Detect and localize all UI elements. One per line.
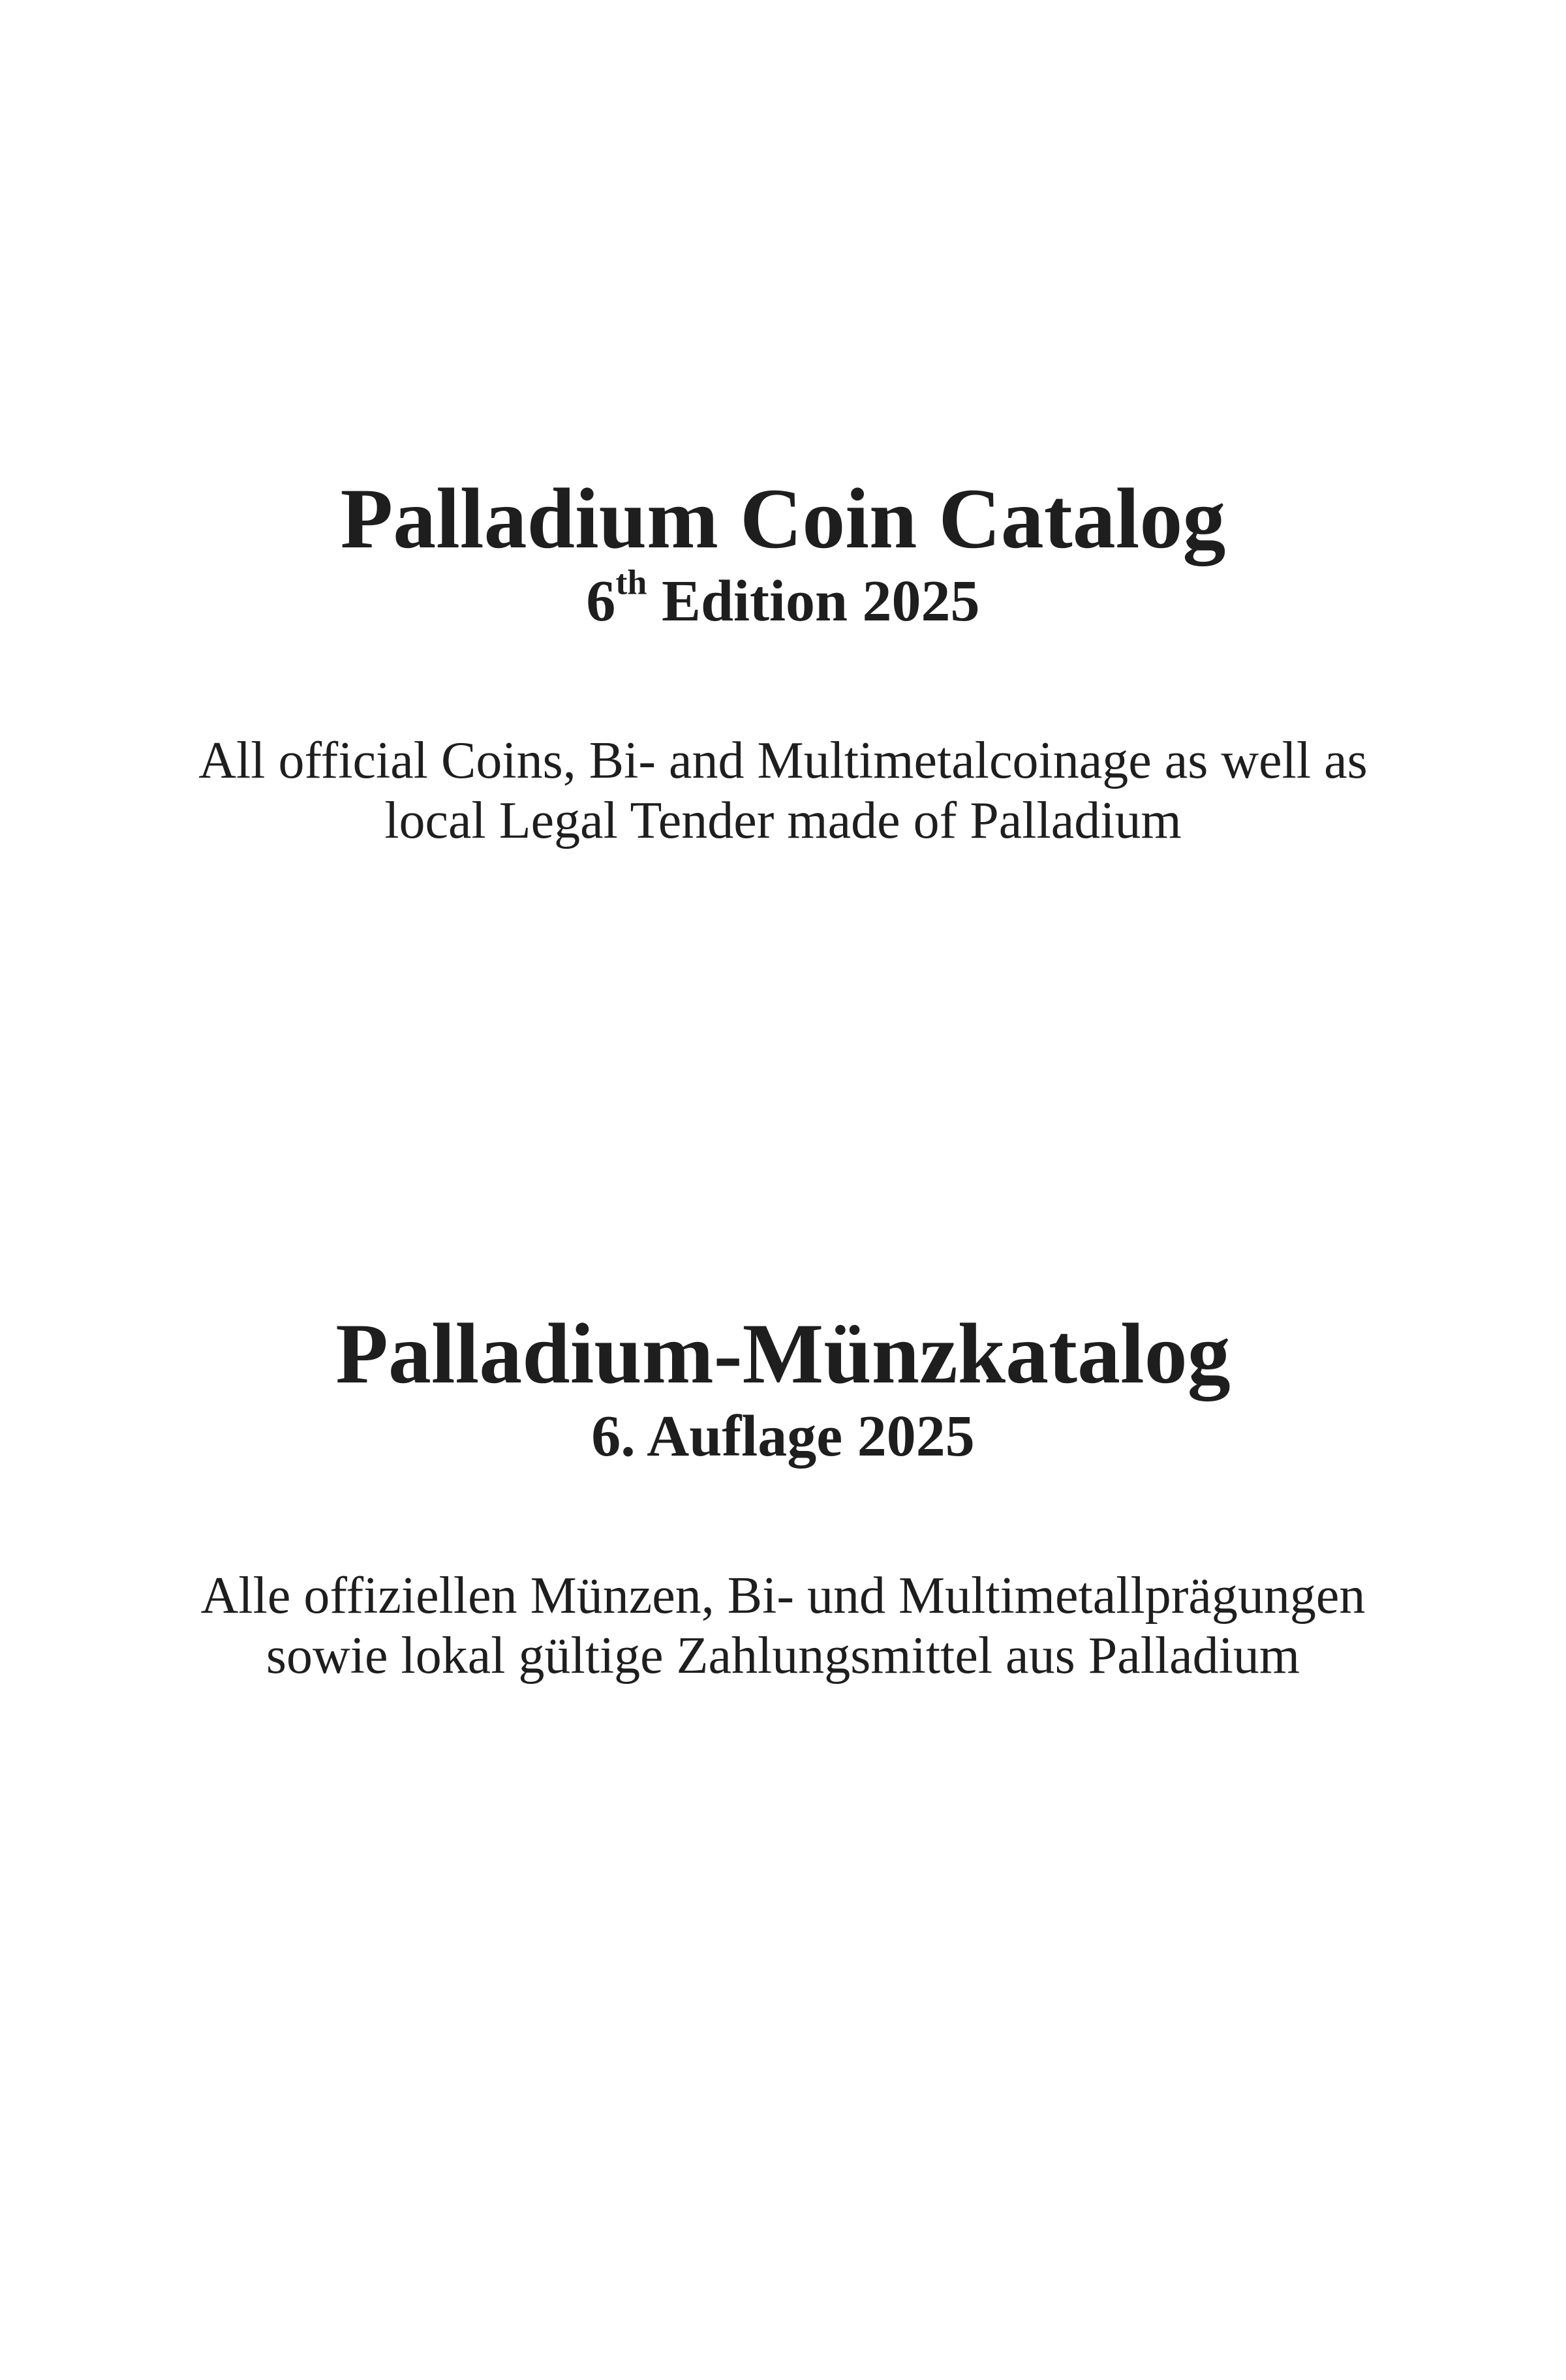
english-title-block	[0, 470, 1566, 635]
english-title: Palladium Coin Catalog	[340, 470, 1226, 566]
german-description-line-2: sowie lokal gültige Zahlungsmittel aus Palladium	[266, 1627, 1300, 1685]
german-description-line-1: Alle offiziellen Münzen, Bi- und Multimetallprägungen	[200, 1567, 1366, 1625]
english-edition	[0, 562, 1566, 635]
german-edition: 6. Auflage 2025	[591, 1404, 975, 1469]
english-description	[0, 731, 1566, 851]
english-description-line-1: All official Coins, Bi- and Multimetalcoinage as well as	[198, 732, 1368, 789]
german-description	[0, 1566, 1566, 1686]
german-title: Palladium-Münzkatalog	[335, 1305, 1231, 1401]
english-edition-number: 6	[586, 569, 616, 633]
english-edition-suffix: th	[615, 562, 647, 602]
english-edition-rest: Edition 2025	[647, 569, 980, 633]
german-title-block	[0, 1305, 1566, 1471]
english-description-line-2: local Legal Tender made of Palladium	[384, 792, 1182, 849]
